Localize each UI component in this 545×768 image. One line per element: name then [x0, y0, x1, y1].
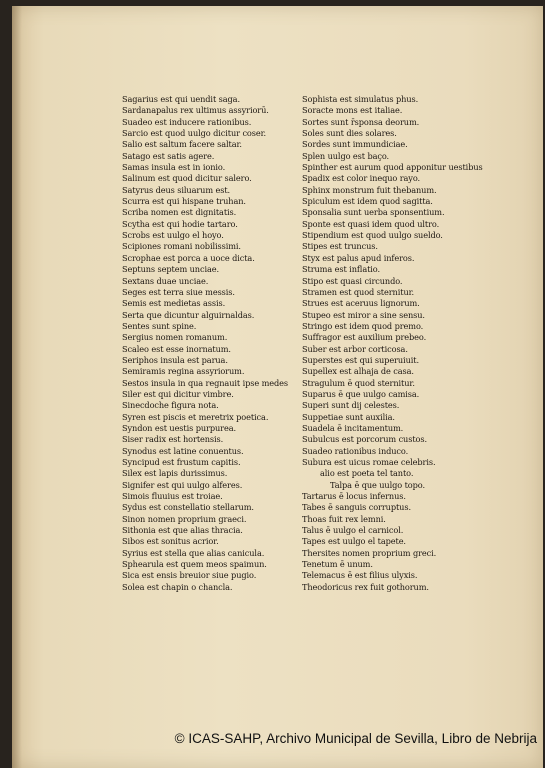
dictionary-entry: Supellex est alhaja de casa.: [302, 366, 414, 377]
dictionary-entry: Spadix est color inequo rayo.: [302, 173, 421, 184]
dictionary-entry: Silex est lapis durissimus.: [122, 468, 228, 479]
dictionary-entry: Stipendium est quod uulgo sueldo.: [302, 230, 443, 241]
dictionary-entry: Sortes sunt r̄sponsa deorum.: [302, 116, 420, 127]
dictionary-entry: Sagarius est qui uendit saga.: [122, 94, 240, 104]
copyright-watermark: © ICAS-SAHP, Archivo Municipal de Sevilla, Libro de Nebrija: [174, 731, 537, 746]
dictionary-entry: Scipiones romani nobilissimi.: [122, 241, 241, 252]
dictionary-entry: Syrius est stella que alias canicula.: [122, 547, 265, 558]
dictionary-entry: Scriba nomen est dignitatis.: [122, 207, 237, 218]
dictionary-entry: Styx est palus apud inferos.: [302, 252, 415, 263]
dictionary-entry: Syren est piscis et meretrix poetica.: [122, 411, 269, 422]
dictionary-entry: Tenetum ē unum.: [302, 559, 373, 570]
dictionary-entry: Talus ē uulgo el carnicol.: [302, 525, 404, 536]
dictionary-entry: Strues est aceruus lignorum.: [302, 298, 420, 309]
dictionary-entry: alio est poeta tel tanto.: [320, 468, 414, 479]
dictionary-entry: Signifer est qui uulgo alferes.: [122, 479, 243, 490]
dictionary-entry: Synodus est latine conuentus.: [122, 445, 244, 456]
dictionary-entry: Suadela ē incitamentum.: [302, 422, 404, 433]
dictionary-entry: Suber est arbor corticosa.: [302, 343, 408, 354]
dictionary-entry: Scurra est qui hispane truhan.: [122, 196, 246, 207]
dictionary-entry: Superstes est qui superuiuit.: [302, 354, 419, 365]
dictionary-entry: Superi sunt dij celestes.: [302, 400, 400, 411]
dictionary-entry: Suppetiae sunt auxilia.: [302, 411, 395, 422]
dictionary-entry: Spiculum est idem quod sagitta.: [302, 196, 433, 207]
dictionary-entry: Sardanapalus rex ultimus assyriorū.: [122, 105, 269, 116]
dictionary-entry: Stringo est idem quod premo.: [302, 320, 424, 331]
dictionary-entry: Sextans duae unciae.: [122, 275, 209, 286]
dictionary-entry: Sophista est simulatus phus.: [302, 94, 419, 104]
dictionary-entry: Suffragor est auxilium prebeo.: [302, 332, 427, 343]
dictionary-entry: Stipo est quasi circundo.: [302, 275, 403, 286]
dictionary-entry: Sergius nomen romanum.: [122, 332, 228, 343]
dictionary-entry: Semiramis regina assyriorum.: [122, 366, 245, 377]
dictionary-entry: Simois fluuius est troiae.: [122, 491, 223, 502]
left-column: [122, 94, 288, 593]
dictionary-entry: Sestos insula in qua regnauit ipse medes: [122, 377, 288, 388]
dictionary-entry: Theodoricus rex fuit gothorum.: [302, 581, 429, 592]
dictionary-entry: Sydus est constellatio stellarum.: [122, 502, 254, 513]
dictionary-entry: Satago est satis agere.: [122, 150, 215, 161]
dictionary-entry: Sinon nomen proprium graeci.: [122, 513, 247, 524]
dictionary-entry: Sphinx monstrum fuit thebanum.: [302, 184, 437, 195]
dictionary-entry: Sordes sunt immundiciae.: [302, 139, 408, 150]
dictionary-entry: Sithonia est que alias thracia.: [122, 525, 243, 536]
dictionary-entry: Stupeo est miror a sine sensu.: [302, 309, 425, 320]
dictionary-entry: Stragulum ē quod sternitur.: [302, 377, 415, 388]
dictionary-entry: Soles sunt dies solares.: [302, 128, 397, 139]
dictionary-entry: Seges est terra siue messis.: [122, 286, 235, 297]
dictionary-entry: Spinther est aurum quod apponitur uestibus: [302, 162, 483, 173]
dictionary-entry: Septuns septem unciae.: [122, 264, 220, 275]
dictionary-entry: Suparus ē que uulgo camisa.: [302, 388, 420, 399]
dictionary-entry: Scaleo est esse inornatum.: [122, 343, 231, 354]
dictionary-entry: Splen uulgo est baço.: [302, 150, 390, 161]
dictionary-entry: Sarcio est quod uulgo dicitur coser.: [122, 128, 267, 139]
dictionary-entry: Suadeo est inducere rationibus.: [122, 116, 252, 127]
dictionary-entry: Siler est qui dicitur vimbre.: [122, 388, 234, 399]
dictionary-entry: Talpa ē que uulgo topo.: [330, 479, 425, 490]
dictionary-entry: Tapes est uulgo el tapete.: [302, 536, 406, 547]
dictionary-entry: Suadeo rationibus induco.: [302, 445, 409, 456]
dictionary-entry: Satyrus deus siluarum est.: [122, 184, 231, 195]
dictionary-entry: Seriphos insula est parua.: [122, 354, 228, 365]
dictionary-entry: Scytha est qui hodie tartaro.: [122, 218, 238, 229]
dictionary-entry: Sponte est quasi idem quod ultro.: [302, 218, 440, 229]
dictionary-entry: Samas insula est in ionio.: [122, 162, 226, 173]
dictionary-entry: Thoas fuit rex lemni.: [302, 513, 386, 524]
dictionary-entry: Scrophae est porca a uoce dicta.: [122, 252, 255, 263]
dictionary-entry: Struma est inflatio.: [302, 264, 380, 275]
dictionary-entry: Syndon est uestis purpurea.: [122, 422, 237, 433]
right-column: [302, 94, 483, 593]
dictionary-entry: Salinum est quod dicitur salero.: [122, 173, 252, 184]
dictionary-entry: Syncipud est frustum capitis.: [122, 457, 241, 467]
dictionary-entry: Tartarus ē locus infernus.: [302, 491, 406, 502]
dictionary-entry: Soracte mons est italiae.: [302, 105, 403, 116]
dictionary-entry: Scrobs est uulgo el hoyo.: [122, 230, 224, 241]
dictionary-entry: Solea est chapin o chancla.: [122, 581, 233, 592]
dictionary-entry: Sinecdoche figura nota.: [122, 400, 219, 411]
dictionary-entry: Tabes ē sanguis corruptus.: [302, 502, 411, 513]
dictionary-entry: Telemacus ē est filius ulyxis.: [302, 570, 418, 581]
dictionary-entry: Siser radix est hortensis.: [122, 434, 224, 445]
book-page: [12, 6, 543, 768]
dictionary-entry: Stramen est quod sternitur.: [302, 286, 415, 297]
dictionary-entry: Semis est medietas assis.: [122, 298, 226, 309]
dictionary-entry: Sphearula est quem meos spaimun.: [122, 559, 267, 570]
dictionary-entry: Subura est uicus romae celebris.: [302, 457, 436, 467]
dictionary-entry: Sentes sunt spine.: [122, 320, 197, 331]
dictionary-entry: Sponsalia sunt uerba sponsentium.: [302, 207, 445, 218]
dictionary-entry: Sica est ensis breuior siue pugio.: [122, 570, 257, 581]
dictionary-entry: Salio est saltum facere saltar.: [122, 139, 242, 150]
dictionary-entry: Sibos est sonitus acrior.: [122, 536, 219, 547]
dictionary-entry: Thersites nomen proprium greci.: [302, 547, 437, 558]
dictionary-entry: Serta que dicuntur alguirnaldas.: [122, 309, 255, 320]
dictionary-entry: Subulcus est porcorum custos.: [302, 434, 427, 445]
dictionary-entry: Stipes est truncus.: [302, 241, 378, 252]
